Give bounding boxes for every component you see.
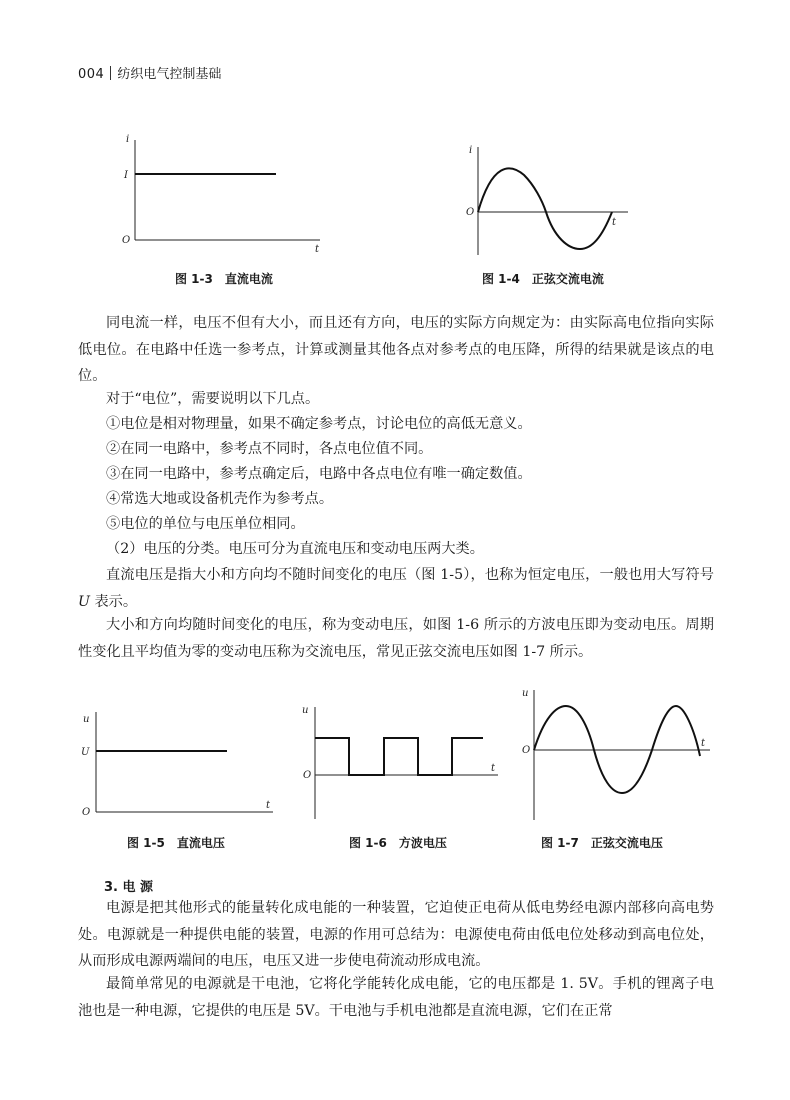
header-divider (110, 66, 111, 80)
page-number: 004 (78, 67, 105, 82)
book-title: 纺织电气控制基础 (117, 67, 222, 82)
fig-1-4-origin-label: O (466, 207, 475, 218)
fig-1-7-origin-label: O (522, 745, 531, 756)
fig-1-3-level-label: I (124, 170, 128, 181)
fig-1-6-origin-label: O (303, 770, 312, 781)
paragraph-variable-voltage: 大小和方向均随时间变化的电压，称为变动电压，如图 1-6 所示的方波电压即为变动电压。周期性变化且平均值为零的变动电压称为交流电压，常见正弦交流电压如图 1-7 所示。 (78, 617, 714, 660)
dc-voltage-symbol: U (78, 593, 90, 610)
paragraph-battery-example: 最简单常见的电源就是干电池，它将化学能转化成电能，它的电压都是 1. 5V。手机的锂离子电池也是一种电源，它提供的电压是 5V。干电池与手机电池都是直流电源，它们在正常 (78, 976, 714, 1019)
list-item-1: ①电位是相对物理量，如果不确定参考点，讨论电位的高低无意义。 (106, 416, 532, 432)
square-wave-curve (315, 738, 483, 775)
fig-1-3-origin-label: O (122, 235, 131, 246)
section-heading: 3. 电 源 (104, 880, 154, 895)
paragraph-dc-voltage (78, 562, 714, 615)
fig-1-6-caption: 图 1-6 方波电压 (349, 836, 447, 850)
fig-1-5-level-label: U (81, 747, 90, 758)
fig-1-5-origin-label: O (82, 807, 91, 818)
figure-1-4 (462, 145, 642, 260)
fig-1-4-x-axis-label: t (612, 217, 617, 228)
fig-1-5-y-axis-label: u (83, 714, 90, 725)
fig-1-4-caption: 图 1-4 正弦交流电流 (482, 272, 604, 286)
dc-voltage-text-a: 直流电压是指大小和方向均不随时间变化的电压（图 1-5），也称为恒定电压，一般也用大写符号 (106, 567, 714, 583)
fig-1-7-y-axis-label: u (522, 688, 529, 699)
fig-1-6-y-axis-label: u (302, 705, 309, 716)
fig-1-6-x-axis-label: t (491, 763, 496, 774)
figure-1-7 (518, 688, 718, 823)
list-item-5: ⑤电位的单位与电压单位相同。 (106, 516, 305, 532)
fig-1-3-y-axis-label: i (126, 134, 130, 145)
figure-1-6 (300, 705, 505, 825)
fig-1-7-x-axis-label: t (701, 738, 706, 749)
fig-1-5-caption: 图 1-5 直流电压 (127, 836, 225, 850)
figure-1-5 (78, 708, 278, 818)
running-header (78, 63, 221, 82)
dc-voltage-text-b: 表示。 (89, 593, 138, 610)
list-item-3: ③在同一电路中，参考点确定后，电路中各点电位有唯一确定数值。 (106, 466, 532, 482)
fig-1-4-y-axis-label: i (469, 145, 473, 156)
sine-current-curve (478, 168, 612, 249)
fig-1-3-caption: 图 1-3 直流电流 (175, 272, 273, 286)
paragraph-voltage-classification: （2）电压的分类。电压可分为直流电压和变动电压两大类。 (106, 541, 484, 557)
paragraph-power-source-definition: 电源是把其他形式的能量转化成电能的一种装置，它迫使正电荷从低电势经电源内部移向高电势处。电源就是一种提供电能的装置，电源的作用可总结为：电源使电荷由低电位处移动到高电位处，从而形成电源两端间的电压，电压又进一步使电荷流动形成电流。 (78, 900, 714, 969)
list-item-4: ④常选大地或设备机壳作为参考点。 (106, 491, 334, 507)
paragraph-potential-definition: 同电流一样，电压不但有大小，而且还有方向，电压的实际方向规定为：由实际高电位指向实际低电位。在电路中任选一参考点，计算或测量其他各点对参考点的电压降，所得的结果就是该点的电位。 (78, 315, 714, 384)
list-item-2: ②在同一电路中，参考点不同时，各点电位值不同。 (106, 441, 433, 457)
fig-1-7-caption: 图 1-7 正弦交流电压 (541, 836, 663, 850)
fig-1-5-x-axis-label: t (266, 800, 271, 811)
paragraph-potential-notes: 对于“电位”，需要说明以下几点。 (106, 391, 320, 407)
figure-1-3 (110, 128, 340, 258)
fig-1-3-x-axis-label: t (315, 244, 320, 255)
